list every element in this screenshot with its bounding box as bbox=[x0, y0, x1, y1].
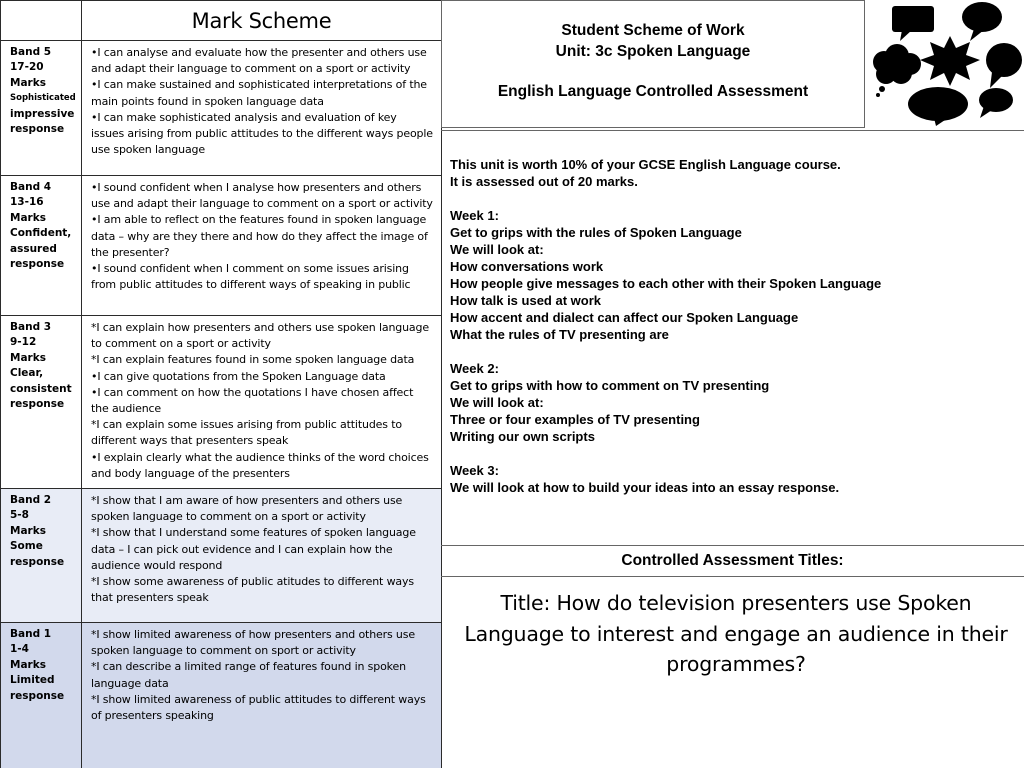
mark-scheme-table bbox=[0, 0, 442, 768]
band-row-5 bbox=[1, 41, 442, 176]
band-criteria-3 bbox=[82, 316, 442, 489]
band-label-5: Band 5 17-20 Marks Sophisticated impressive response bbox=[1, 41, 82, 176]
band-label-2: Band 2 5-8 Marks Some response bbox=[1, 489, 82, 623]
criterion: *I can explain how presenters and others use spoken language to comment on a sport or activity bbox=[91, 321, 429, 351]
divider bbox=[441, 576, 1024, 577]
speech-bubble-icon bbox=[908, 87, 968, 126]
table-corner-cell bbox=[1, 1, 82, 41]
week-heading: Week 2: bbox=[450, 361, 499, 376]
band-row-2 bbox=[1, 489, 442, 623]
criterion: *I can explain features found in some spoken language data bbox=[91, 353, 415, 367]
speech-bubble-icon bbox=[892, 6, 934, 41]
criterion: •I sound confident when I comment on some issues arising from public attitudes to different ways of speaking in public bbox=[91, 262, 411, 292]
criterion: •I explain clearly what the audience thinks of the word choices and body language of the presenters bbox=[91, 450, 429, 480]
criterion: *I show limited awareness of public attitudes to different ways of presenters speaking bbox=[91, 692, 426, 723]
shout-bubble-icon bbox=[920, 36, 980, 86]
band-row-4 bbox=[1, 176, 442, 316]
week-2-block: Week 2: Get to grips with how to comment on TV presenting We will look at: Three or four examples of TV presenting Writing our own scripts bbox=[450, 360, 1020, 445]
band-criteria-1 bbox=[82, 623, 442, 768]
criterion: •I am able to reflect on the features found in spoken language data – why are they there and how do they affect the image of the presenter? bbox=[91, 213, 428, 259]
thought-bubble-icon bbox=[873, 44, 921, 97]
divider bbox=[441, 130, 1024, 131]
band-row-3 bbox=[1, 316, 442, 489]
speech-bubble-icon bbox=[986, 43, 1022, 88]
week-1-block: Week 1: Get to grips with the rules of Spoken Language We will look at: How conversations work How people give messages to each other with their Spoken Language How talk is used at work How accent and dialect can affect our Spoken Language What the rules of TV presenting are bbox=[450, 207, 1020, 343]
criterion: *I show limited awareness of how presenters and others use spoken language to comment on sport or activity bbox=[91, 628, 415, 658]
band-criteria-4 bbox=[82, 176, 442, 316]
mark-scheme-title: Mark Scheme bbox=[82, 1, 442, 41]
criterion: *I can describe a limited range of features found in spoken language data bbox=[91, 660, 406, 690]
band-label-3: Band 3 9-12 Marks Clear, consistent response bbox=[1, 316, 82, 489]
criterion: •I sound confident when I analyse how presenters and others use and adapt their language to comment on a sport or activity bbox=[91, 181, 433, 211]
speech-bubbles-illustration bbox=[866, 0, 1024, 128]
unit-info bbox=[450, 156, 1020, 513]
band-row-1 bbox=[1, 623, 442, 768]
scheme-title-box bbox=[441, 0, 865, 128]
week-3-block: Week 3: We will look at how to build your ideas into an essay response. bbox=[450, 462, 1020, 496]
scheme-title-line-3: English Language Controlled Assessment bbox=[497, 83, 809, 100]
band-criteria-5 bbox=[82, 41, 442, 176]
week-heading: Week 3: bbox=[450, 463, 499, 478]
band-criteria-2 bbox=[82, 489, 442, 623]
scheme-title-line-1: Student Scheme of Work bbox=[561, 22, 745, 39]
criterion: •I can make sustained and sophisticated interpretations of the main points found in spoken language data bbox=[91, 78, 427, 108]
speech-bubble-icon bbox=[979, 88, 1013, 118]
criterion: *I show that I am aware of how presenters and others use spoken language to comment on a sport or activity bbox=[91, 494, 403, 524]
band-label-1: Band 1 1-4 Marks Limited response bbox=[1, 623, 82, 768]
criterion: *I show some awareness of public atitudes to different ways that presenters speak bbox=[91, 575, 414, 605]
criterion: •I can comment on how the quotations I have chosen affect the audience bbox=[91, 385, 414, 416]
criterion: •I can give quotations from the Spoken Language data bbox=[91, 369, 386, 383]
scheme-title-line-2: Unit: 3c Spoken Language bbox=[555, 42, 751, 60]
criterion: *I can explain some issues arising from public attitudes to different ways that presenters speak bbox=[91, 418, 402, 448]
speech-bubble-icon bbox=[962, 2, 1002, 41]
band-label-4: Band 4 13-16 Marks Confident, assured response bbox=[1, 176, 82, 316]
criterion: •I can analyse and evaluate how the presenter and others use and adapt their language to comment on a sport or activity bbox=[91, 46, 427, 76]
criterion: •I can make sophisticated analysis and evaluation of key issues arising from public attitudes to the different ways people use spoken language bbox=[91, 110, 433, 157]
controlled-assessment-title: Title: How do television presenters use Spoken Language to interest and engage an audience in their programmes? bbox=[464, 591, 1008, 676]
criterion: *I show that I understand some features of spoken language data – I can pick out evidence and I can explain how the audience would respond bbox=[91, 526, 416, 572]
intro-block: This unit is worth 10% of your GCSE English Language course. It is assessed out of 20 marks. bbox=[450, 157, 841, 189]
week-heading: Week 1: bbox=[450, 208, 499, 223]
controlled-assessment-heading: Controlled Assessment Titles: bbox=[621, 552, 844, 569]
